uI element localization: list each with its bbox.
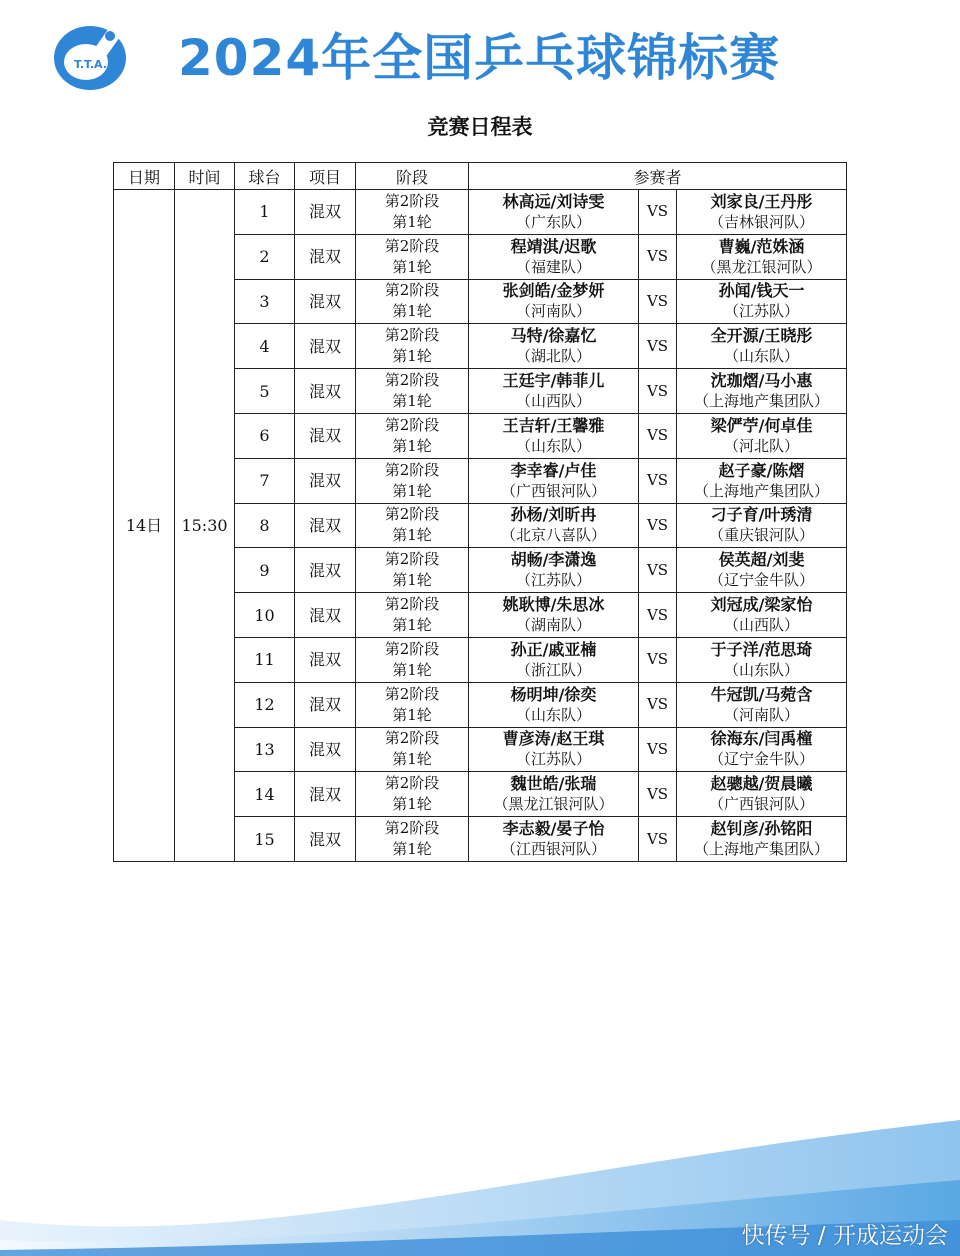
right-entry-cell — [677, 503, 847, 548]
stage-cell — [356, 817, 469, 862]
left-players: 胡畅/李潇逸 — [510, 550, 597, 570]
right-team: （山西队） — [724, 616, 800, 635]
round-label: 第1轮 — [392, 436, 432, 455]
stage-label: 第2阶段 — [384, 639, 440, 658]
left-team: （湖北队） — [515, 347, 591, 366]
left-entry-cell — [469, 772, 639, 817]
right-team: （山东队） — [724, 660, 800, 679]
right-team: （上海地产集团队） — [694, 392, 830, 411]
left-players: 曹彦涛/赵王琪 — [502, 729, 605, 749]
right-players: 赵子豪/陈熠 — [718, 460, 805, 480]
right-team: （吉林银河队） — [709, 212, 815, 231]
right-players: 梁俨苧/何卓佳 — [710, 415, 813, 435]
right-entry-cell — [677, 458, 847, 503]
left-team: （黑龙江银河队） — [493, 795, 614, 814]
left-team: （河南队） — [515, 302, 591, 321]
vs-label: VS — [639, 458, 677, 503]
right-entry-cell — [677, 817, 847, 862]
table-row — [114, 190, 847, 235]
stage-label: 第2阶段 — [384, 729, 440, 748]
left-players: 魏世皓/张瑞 — [510, 774, 597, 794]
event-cell: 混双 — [295, 503, 356, 548]
page-header — [0, 0, 960, 100]
right-entry-cell — [677, 279, 847, 324]
left-entry-cell — [469, 369, 639, 414]
left-players: 马特/徐嘉忆 — [510, 326, 597, 346]
right-entry-cell — [677, 637, 847, 682]
col-table-no: 球台 — [235, 163, 295, 190]
round-label: 第1轮 — [392, 750, 432, 769]
left-team: （湖南队） — [515, 616, 591, 635]
round-label: 第1轮 — [392, 526, 432, 545]
right-entry-cell — [677, 682, 847, 727]
table-number-cell: 3 — [235, 279, 295, 324]
stage-label: 第2阶段 — [384, 371, 440, 390]
col-participants: 参赛者 — [469, 163, 847, 190]
left-entry-cell — [469, 413, 639, 458]
right-players: 孙闻/钱天一 — [718, 281, 805, 301]
right-players: 侯英超/刘斐 — [718, 550, 805, 570]
stage-label: 第2阶段 — [384, 595, 440, 614]
left-entry-cell — [469, 458, 639, 503]
left-team: （浙江队） — [515, 660, 591, 679]
round-label: 第1轮 — [392, 347, 432, 366]
vs-label: VS — [639, 593, 677, 638]
event-cell: 混双 — [295, 413, 356, 458]
table-number-cell: 6 — [235, 413, 295, 458]
left-team: （北京八喜队） — [500, 526, 606, 545]
stage-label: 第2阶段 — [384, 684, 440, 703]
round-label: 第1轮 — [392, 212, 432, 231]
left-players: 李幸睿/卢佳 — [510, 460, 597, 480]
left-team: （江苏队） — [515, 571, 591, 590]
right-team: （重庆银河队） — [709, 526, 815, 545]
right-entry-cell — [677, 234, 847, 279]
stage-label: 第2阶段 — [384, 236, 440, 255]
table-number-cell: 10 — [235, 593, 295, 638]
stage-label: 第2阶段 — [384, 774, 440, 793]
left-team: （山东队） — [515, 705, 591, 724]
table-number-cell: 14 — [235, 772, 295, 817]
table-number-cell: 7 — [235, 458, 295, 503]
vs-label: VS — [639, 772, 677, 817]
stage-label: 第2阶段 — [384, 819, 440, 838]
table-number-cell: 13 — [235, 727, 295, 772]
left-team: （福建队） — [515, 257, 591, 276]
event-cell: 混双 — [295, 682, 356, 727]
right-players: 赵钊彦/孙铭阳 — [710, 819, 813, 839]
left-players: 孙正/戚亚楠 — [510, 639, 597, 659]
table-number-cell: 11 — [235, 637, 295, 682]
event-cell: 混双 — [295, 279, 356, 324]
left-players: 王廷宇/韩菲儿 — [502, 371, 605, 391]
stage-cell — [356, 503, 469, 548]
round-label: 第1轮 — [392, 795, 432, 814]
vs-label: VS — [639, 637, 677, 682]
stage-cell — [356, 682, 469, 727]
vs-label: VS — [639, 548, 677, 593]
left-players: 张剑皓/金梦妍 — [502, 281, 605, 301]
vs-label: VS — [639, 682, 677, 727]
left-entry-cell — [469, 637, 639, 682]
round-label: 第1轮 — [392, 302, 432, 321]
table-number-cell: 5 — [235, 369, 295, 414]
stage-cell — [356, 234, 469, 279]
right-team: （辽宁金牛队） — [709, 750, 815, 769]
right-entry-cell — [677, 727, 847, 772]
stage-cell — [356, 324, 469, 369]
left-team: （江西银河队） — [500, 840, 606, 859]
left-players: 李志毅/晏子怡 — [502, 819, 605, 839]
stage-cell — [356, 413, 469, 458]
round-label: 第1轮 — [392, 257, 432, 276]
table-number-cell: 4 — [235, 324, 295, 369]
col-date: 日期 — [114, 163, 175, 190]
stage-cell — [356, 548, 469, 593]
stage-cell — [356, 727, 469, 772]
event-cell: 混双 — [295, 234, 356, 279]
vs-label: VS — [639, 413, 677, 458]
vs-label: VS — [639, 324, 677, 369]
event-cell: 混双 — [295, 727, 356, 772]
vs-label: VS — [639, 279, 677, 324]
vs-label: VS — [639, 190, 677, 235]
left-players: 程靖淇/迟歌 — [510, 236, 597, 256]
time-cell: 15:30 — [175, 190, 235, 862]
right-players: 牛冠凯/马菀含 — [710, 684, 813, 704]
stage-cell — [356, 458, 469, 503]
right-team: （山东队） — [724, 347, 800, 366]
table-number-cell: 1 — [235, 190, 295, 235]
vs-label: VS — [639, 727, 677, 772]
event-cell: 混双 — [295, 772, 356, 817]
stage-cell — [356, 593, 469, 638]
brand-title: 2024年全国乒乓球锦标赛 — [178, 29, 781, 87]
schedule-title: 竞赛日程表 — [427, 115, 533, 139]
left-entry-cell — [469, 817, 639, 862]
col-event: 项目 — [295, 163, 356, 190]
table-number-cell: 2 — [235, 234, 295, 279]
left-entry-cell — [469, 234, 639, 279]
vs-label: VS — [639, 234, 677, 279]
left-entry-cell — [469, 727, 639, 772]
left-players: 林高远/刘诗雯 — [502, 191, 605, 211]
right-team: （上海地产集团队） — [694, 840, 830, 859]
vs-label: VS — [639, 369, 677, 414]
event-cell: 混双 — [295, 817, 356, 862]
left-team: （广西银河队） — [500, 481, 606, 500]
left-team: （江苏队） — [515, 750, 591, 769]
event-cell: 混双 — [295, 548, 356, 593]
left-entry-cell — [469, 548, 639, 593]
left-team: （山西队） — [515, 392, 591, 411]
event-cell: 混双 — [295, 637, 356, 682]
event-cell: 混双 — [295, 324, 356, 369]
vs-label: VS — [639, 817, 677, 862]
round-label: 第1轮 — [392, 660, 432, 679]
stage-label: 第2阶段 — [384, 460, 440, 479]
right-team: （河北队） — [724, 436, 800, 455]
left-entry-cell — [469, 503, 639, 548]
right-players: 刘冠成/梁家怡 — [710, 595, 813, 615]
right-entry-cell — [677, 369, 847, 414]
event-cell: 混双 — [295, 369, 356, 414]
event-cell: 混双 — [295, 458, 356, 503]
stage-label: 第2阶段 — [384, 415, 440, 434]
stage-cell — [356, 279, 469, 324]
round-label: 第1轮 — [392, 392, 432, 411]
stage-label: 第2阶段 — [384, 281, 440, 300]
stage-label: 第2阶段 — [384, 326, 440, 345]
stage-cell — [356, 637, 469, 682]
stage-label: 第2阶段 — [384, 191, 440, 210]
table-number-cell: 15 — [235, 817, 295, 862]
left-players: 孙杨/刘昕冉 — [510, 505, 597, 525]
right-entry-cell — [677, 593, 847, 638]
stage-cell — [356, 772, 469, 817]
round-label: 第1轮 — [392, 616, 432, 635]
col-stage: 阶段 — [356, 163, 469, 190]
svg-text:T.T.A.: T.T.A. — [74, 58, 107, 71]
event-cell: 混双 — [295, 190, 356, 235]
right-players: 全开源/王晓彤 — [710, 326, 813, 346]
right-team: （辽宁金牛队） — [709, 571, 815, 590]
round-label: 第1轮 — [392, 481, 432, 500]
right-entry-cell — [677, 548, 847, 593]
round-label: 第1轮 — [392, 840, 432, 859]
schedule-table — [113, 162, 847, 862]
right-players: 沈珈熠/马小惠 — [710, 371, 813, 391]
header-row — [114, 163, 847, 190]
left-entry-cell — [469, 682, 639, 727]
right-entry-cell — [677, 772, 847, 817]
left-entry-cell — [469, 324, 639, 369]
table-number-cell: 12 — [235, 682, 295, 727]
table-number-cell: 9 — [235, 548, 295, 593]
right-players: 徐海东/闫禹橦 — [710, 729, 813, 749]
right-entry-cell — [677, 413, 847, 458]
right-team: （上海地产集团队） — [694, 481, 830, 500]
left-players: 杨明坤/徐奕 — [510, 684, 597, 704]
vs-label: VS — [639, 503, 677, 548]
right-players: 刘家良/王丹彤 — [710, 191, 813, 211]
left-team: （山东队） — [515, 436, 591, 455]
right-entry-cell — [677, 324, 847, 369]
right-players: 刁子育/叶琇清 — [710, 505, 813, 525]
right-team: （河南队） — [724, 705, 800, 724]
stage-cell — [356, 369, 469, 414]
table-number-cell: 8 — [235, 503, 295, 548]
left-team: （广东队） — [515, 212, 591, 231]
left-players: 王吉轩/王馨雅 — [502, 415, 605, 435]
left-entry-cell — [469, 593, 639, 638]
col-time: 时间 — [175, 163, 235, 190]
right-team: （广西银河队） — [709, 795, 815, 814]
right-team: （江苏队） — [724, 302, 800, 321]
stage-cell — [356, 190, 469, 235]
right-players: 赵骢越/贺晨曦 — [710, 774, 813, 794]
ctta-logo-icon — [50, 20, 132, 92]
stage-label: 第2阶段 — [384, 550, 440, 569]
round-label: 第1轮 — [392, 571, 432, 590]
watermark: 快传号 / 开成运动会 — [741, 1223, 948, 1249]
right-entry-cell — [677, 190, 847, 235]
left-entry-cell — [469, 279, 639, 324]
right-players: 于子洋/范思琦 — [710, 639, 813, 659]
right-team: （黑龙江银河队） — [701, 257, 822, 276]
left-players: 姚耿博/朱思冰 — [502, 595, 605, 615]
right-players: 曹巍/范姝涵 — [718, 236, 805, 256]
round-label: 第1轮 — [392, 705, 432, 724]
left-entry-cell — [469, 190, 639, 235]
date-cell: 14日 — [114, 190, 175, 862]
stage-label: 第2阶段 — [384, 505, 440, 524]
event-cell: 混双 — [295, 593, 356, 638]
